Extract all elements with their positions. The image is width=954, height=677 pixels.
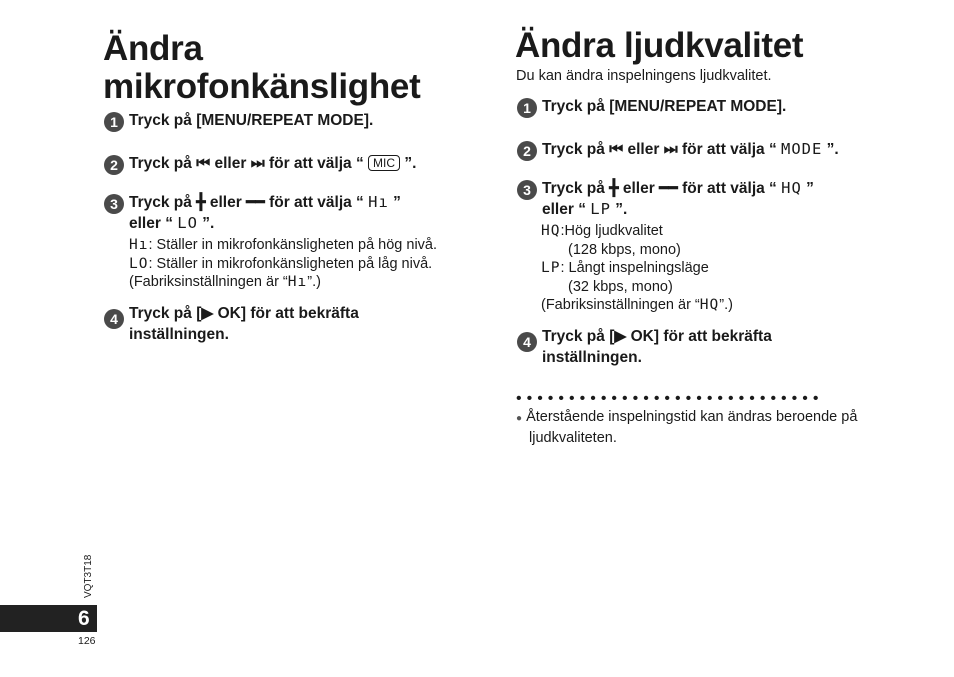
left-step-2: 2 Tryck på ⏮ eller ⏭ för att välja “ MIC ”. — [104, 153, 416, 174]
left-step-1: 1 Tryck på [MENU/REPEAT MODE]. — [104, 110, 373, 131]
lcd-lo: LO — [177, 214, 198, 232]
right-step-1: 1 Tryck på [MENU/REPEAT MODE]. — [517, 96, 786, 117]
left-step-4: 4 Tryck på [▶ OK] för att bekräfta inställningen. — [104, 303, 359, 345]
step-number: 4 — [104, 309, 124, 329]
step-number: 2 — [517, 141, 537, 161]
step-number: 1 — [104, 112, 124, 132]
mic-button-label: MIC — [368, 155, 400, 171]
step-number: 1 — [517, 98, 537, 118]
skip-forward-icon: ⏭ — [250, 155, 265, 172]
plus-icon: ╋ — [609, 180, 619, 197]
skip-forward-icon: ⏭ — [663, 141, 678, 158]
minus-icon: ━━ — [659, 180, 678, 197]
left-title: Ändra mikrofonkänslighet — [103, 29, 421, 106]
chapter-number: 6 — [78, 607, 90, 630]
page-number: 126 — [78, 635, 96, 647]
right-step-2: 2 Tryck på ⏮ eller ⏭ för att välja “ MODE ”. — [517, 139, 839, 160]
left-hi-description: Hı: Ställer in mikrofonkänsligheten på hög nivå. LO: Ställer in mikrofonkänsligheten på låg nivå. (Fabriksinställningen är “Hı”.) — [129, 237, 438, 290]
lcd-lp: LP — [590, 200, 611, 218]
lcd-hi: Hı — [368, 193, 389, 211]
note: ● Återstående inspelningstid kan ändras beroende på ljudkvaliteten. — [516, 409, 858, 446]
play-icon: ▶ — [614, 328, 627, 345]
step-number: 4 — [517, 332, 537, 352]
lcd-mode: MODE — [781, 140, 823, 158]
right-subtitle: Du kan ändra inspelningens ljudkvalitet. — [516, 68, 772, 84]
step-number: 3 — [517, 180, 537, 200]
right-step-3: 3 Tryck på ╋ eller ━━ för att välja “ HQ ” eller “ LP ”. — [517, 178, 917, 220]
minus-icon: ━━ — [246, 194, 265, 211]
skip-back-icon: ⏮ — [196, 155, 211, 172]
play-icon: ▶ — [201, 305, 214, 322]
step-number: 2 — [104, 155, 124, 175]
step-number: 3 — [104, 194, 124, 214]
right-step-4: 4 Tryck på [▶ OK] för att bekräfta inställningen. — [517, 326, 772, 368]
model-code: VQT3T18 — [83, 554, 94, 598]
lcd-hq: HQ — [781, 179, 802, 197]
right-title: Ändra ljudkvalitet — [515, 26, 804, 65]
bullet-icon: ● — [516, 413, 523, 424]
right-quality-description: HQ:Hög ljudkvalitet (128 kbps, mono) LP: Långt inspelningsläge (32 kbps, mono) (Fabriksinställningen är “HQ”.) — [541, 223, 733, 313]
plus-icon: ╋ — [196, 194, 206, 211]
skip-back-icon: ⏮ — [609, 141, 624, 158]
dotted-separator: ••••••••••••••••••••••••••••• — [516, 390, 824, 404]
left-step-3: 3 Tryck på ╋ eller ━━ för att välja “ Hı ” eller “ LO ”. — [104, 192, 504, 234]
